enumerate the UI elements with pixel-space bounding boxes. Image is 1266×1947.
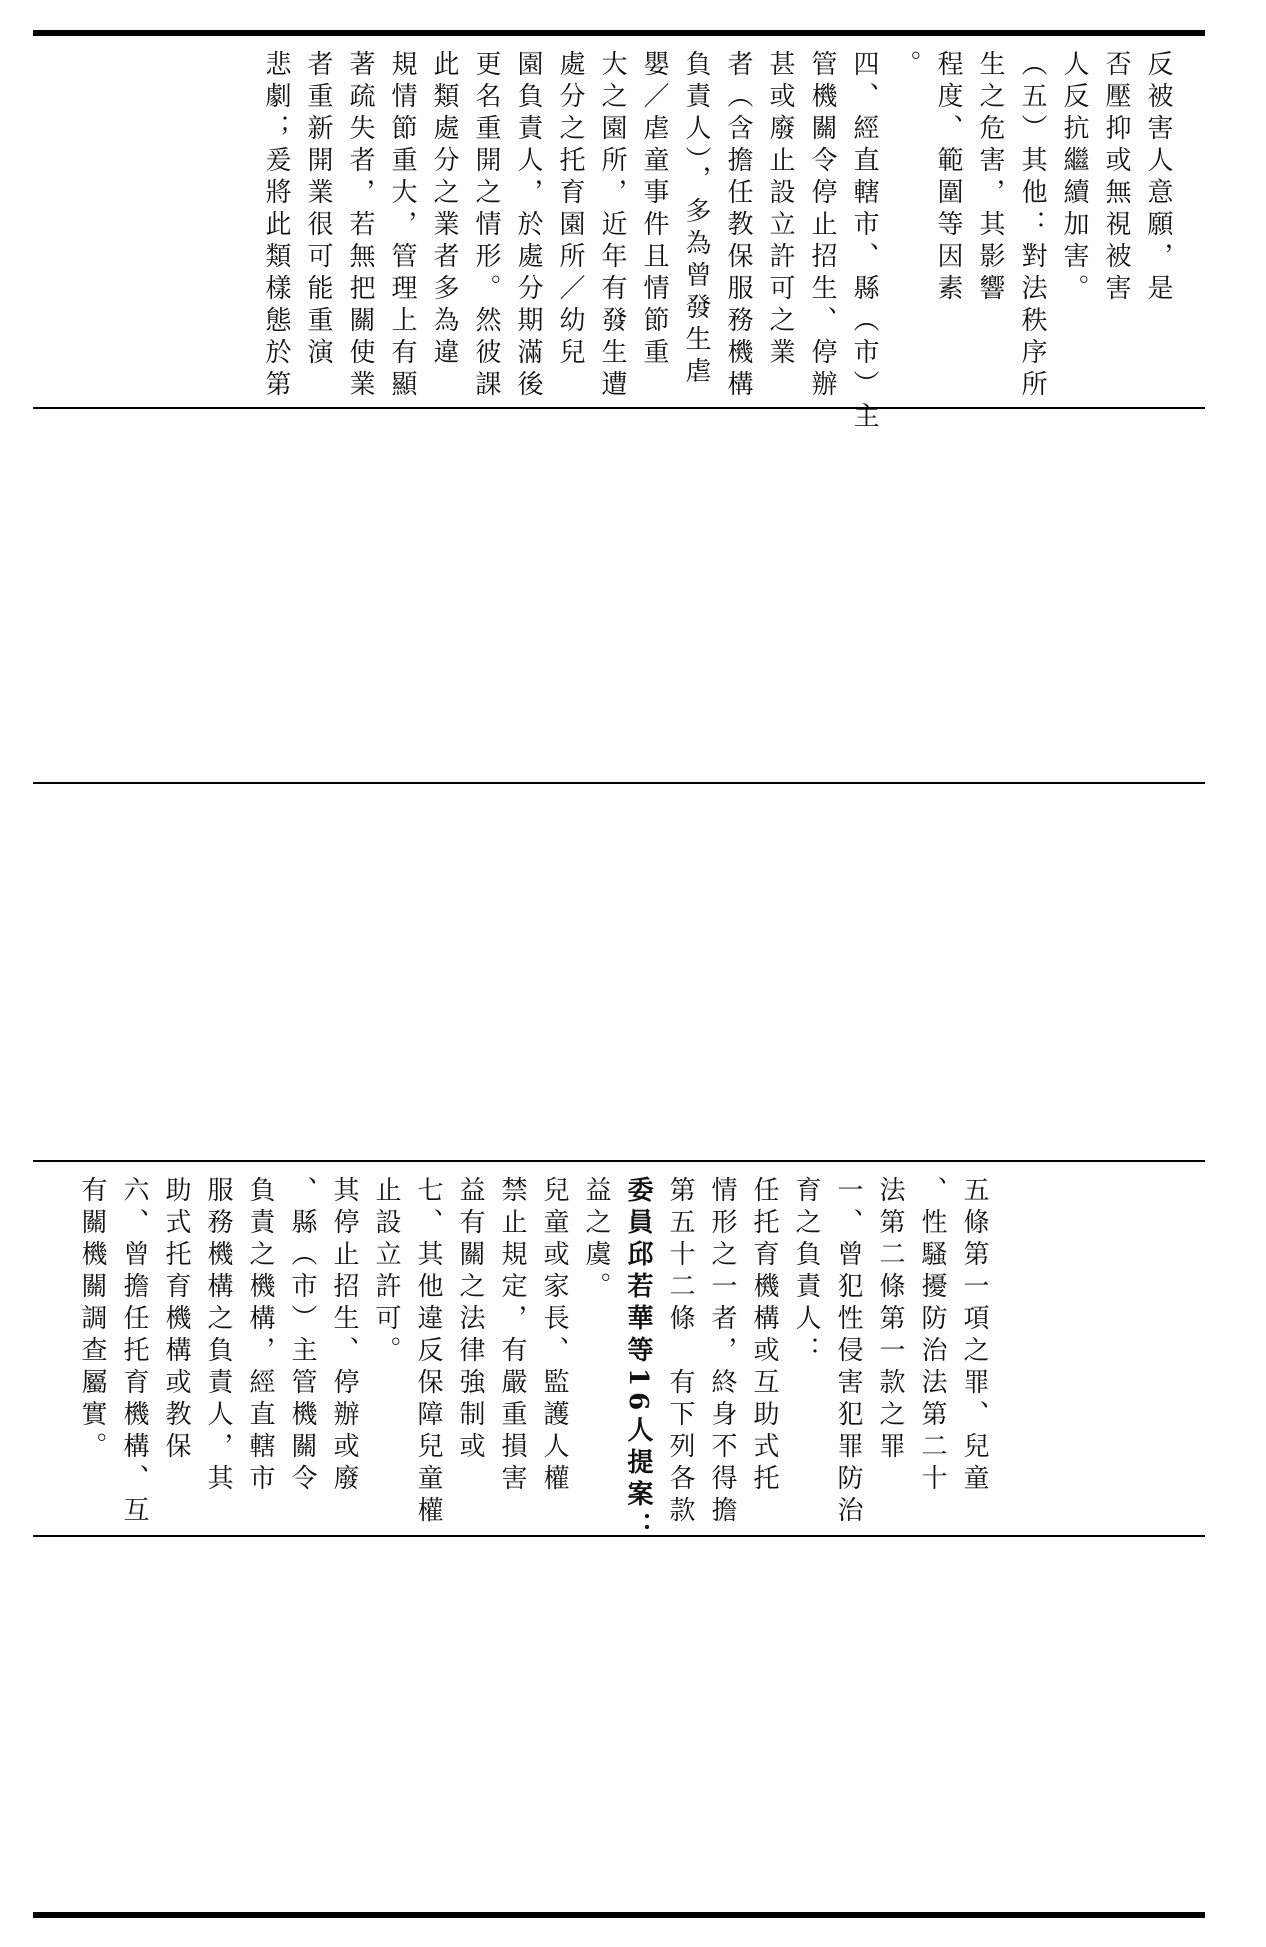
text-line: 更名重開之情形。然彼課	[471, 50, 501, 402]
text-line: 。	[891, 50, 921, 82]
table-cell-empty	[40, 784, 1200, 1159]
table-bottom-rule	[33, 1912, 1205, 1918]
text-line: 、縣（市）主管機關令	[287, 1176, 317, 1496]
text-line: 五條第一項之罪、兒童	[959, 1176, 989, 1496]
proposal-heading: 委員邱若華等16人提案：	[623, 1176, 653, 1545]
text-line: 七、其他違反保障兒童權	[413, 1176, 443, 1528]
text-line: 兒童或家長、監護人權	[539, 1176, 569, 1496]
text-line: 益有關之法律強制或	[455, 1176, 485, 1464]
table-cell-explanation	[40, 36, 1200, 434]
text-line: 禁止規定，有嚴重損害	[497, 1176, 527, 1496]
text-line: 處分之托育園所／幼兒	[555, 50, 585, 370]
text-line: 情形之一者，終身不得擔	[707, 1176, 737, 1528]
text-line: 否壓抑或無視被害	[1101, 50, 1131, 306]
text-line: 者重新開業很可能重演	[303, 50, 333, 370]
text-line: 六、曾擔任托育機構、互	[119, 1176, 149, 1528]
text-line: 負責人），多為曾發生虐	[681, 50, 711, 389]
table-cell-empty	[40, 409, 1200, 781]
text-line: 其停止招生、停辦或廢	[329, 1176, 359, 1496]
text-line: 此類處分之業者多為違	[429, 50, 459, 370]
text-line: 益之虞。	[581, 1176, 611, 1304]
text-line: 一、曾犯性侵害犯罪防治	[833, 1176, 863, 1528]
text-line: 育之負責人：	[791, 1176, 821, 1368]
text-line: 四、經直轄市、縣（市）主	[849, 50, 879, 434]
text-line: 悲劇；爰將此類樣態於第	[261, 50, 291, 402]
text-line: 止設立許可。	[371, 1176, 401, 1368]
text-line: 生之危害，其影響	[975, 50, 1005, 306]
text-line: 規情節重大，管理上有顯	[387, 50, 417, 402]
text-line: 嬰／虐童事件且情節重	[639, 50, 669, 370]
text-line: 任托育機構或互助式托	[749, 1176, 779, 1496]
text-line: 有關機關調查屬實。	[77, 1176, 107, 1464]
text-line: 管機關令停止招生、停辦	[807, 50, 837, 402]
text-line: 助式托育機構或教保	[161, 1176, 191, 1464]
text-line: 法第二條第一款之罪	[875, 1176, 905, 1464]
table-cell-empty	[40, 1537, 1200, 1911]
text-line: 園負責人，於處分期滿後	[513, 50, 543, 402]
text-line: 人反抗繼續加害。	[1059, 50, 1089, 306]
text-line: 程度、範圍等因素	[933, 50, 963, 306]
text-line: 者（含擔任教保服務機構	[723, 50, 753, 402]
text-line: 、性騷擾防治法第二十	[917, 1176, 947, 1496]
text-line: 負責之機構，經直轄市	[245, 1176, 275, 1496]
text-line: 反被害人意願，是	[1143, 50, 1173, 306]
table-cell-provisions	[40, 1162, 1200, 1545]
text-line: （五）其他：對法秩序所	[1017, 50, 1047, 402]
text-line: 第五十二條 有下列各款	[665, 1176, 695, 1528]
text-line: 著疏失者，若無把關使業	[345, 50, 375, 402]
text-line: 服務機構之負責人，其	[203, 1176, 233, 1496]
text-line: 甚或廢止設立許可之業	[765, 50, 795, 370]
text-line: 大之園所，近年有發生遭	[597, 50, 627, 402]
